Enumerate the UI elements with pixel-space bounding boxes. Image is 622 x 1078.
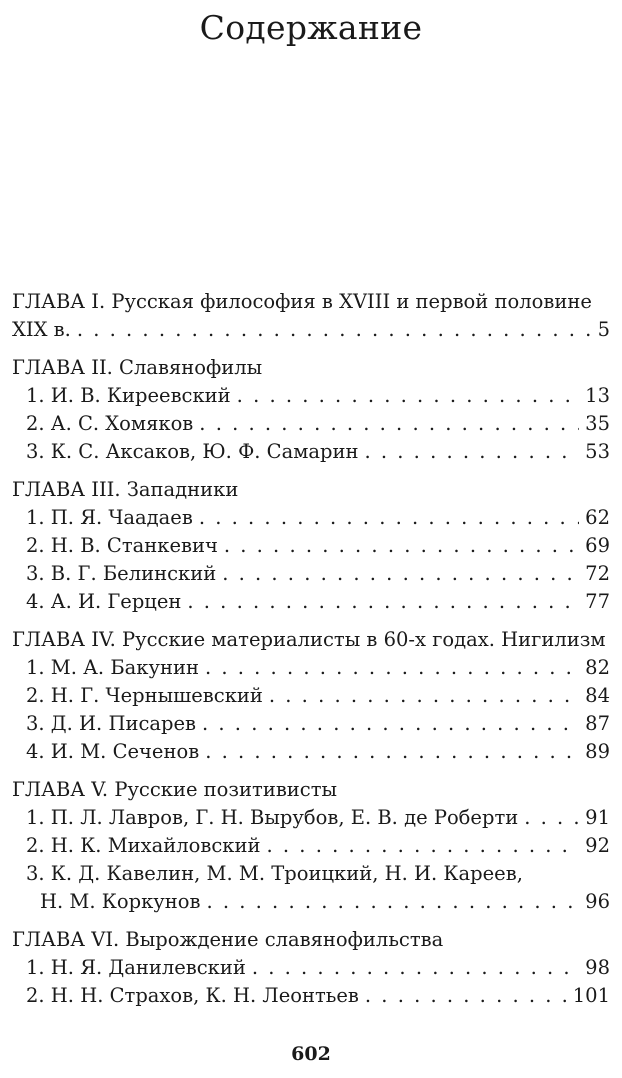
page-number: 84 — [585, 684, 610, 707]
page-number: 53 — [585, 440, 610, 463]
entry-title: 3. Д. И. Писарев — [26, 712, 197, 735]
entry-title: 2. Н. Г. Чернышевский — [26, 684, 263, 707]
dot-leader — [199, 410, 579, 438]
toc-entry[interactable] — [26, 982, 610, 1010]
chapter-5 — [12, 776, 610, 916]
dot-leader — [524, 804, 579, 832]
dot-leader — [206, 888, 579, 916]
toc-entry[interactable] — [26, 438, 610, 466]
page-number: 35 — [585, 412, 610, 435]
page-number: 82 — [585, 656, 610, 679]
dot-leader — [365, 982, 567, 1010]
chapter-6 — [12, 926, 610, 1010]
toc-entry[interactable] — [26, 954, 610, 982]
entry-title: 1. Н. Я. Данилевский — [26, 956, 246, 979]
dot-leader — [224, 532, 579, 560]
entry-title: 2. Н. В. Станкевич — [26, 534, 218, 557]
page-number: 69 — [585, 534, 610, 557]
chapter-heading[interactable]: ГЛАВА III. Западники — [12, 478, 239, 501]
chapter-heading[interactable]: ГЛАВА VI. Вырождение славянофильства — [12, 928, 444, 951]
toc-entry[interactable] — [26, 654, 610, 682]
dot-leader — [187, 588, 579, 616]
page-number: 89 — [585, 740, 610, 763]
page-title: Содержание — [199, 8, 423, 47]
chapter-1 — [12, 288, 610, 344]
page-number: 98 — [585, 956, 610, 979]
dot-leader — [269, 682, 579, 710]
dot-leader — [237, 382, 580, 410]
chapter-4 — [12, 626, 610, 766]
toc-entry[interactable] — [26, 832, 610, 860]
entry-title: XIX в. — [12, 318, 71, 341]
dot-leader — [267, 832, 580, 860]
entry-title: 2. А. С. Хомяков — [26, 412, 194, 435]
entry-title: 1. П. Л. Лавров, Г. Н. Вырубов, Е. В. де Роберти — [26, 806, 519, 829]
page-folio: 602 — [291, 1043, 331, 1065]
toc-entry[interactable] — [26, 560, 610, 588]
page-number: 77 — [585, 590, 610, 613]
toc-entry[interactable] — [26, 888, 610, 916]
toc-entry[interactable] — [26, 588, 610, 616]
chapter-2 — [12, 354, 610, 466]
toc-entry[interactable] — [26, 738, 610, 766]
page-number: 96 — [585, 890, 610, 913]
toc-entry[interactable] — [26, 410, 610, 438]
toc-entry[interactable] — [26, 382, 610, 410]
page-number: 5 — [597, 318, 610, 341]
entry-title: 2. Н. Н. Страхов, К. Н. Леонтьев — [26, 984, 359, 1007]
dot-leader — [202, 710, 579, 738]
dot-leader — [205, 738, 579, 766]
dot-leader — [205, 654, 579, 682]
toc-entry[interactable] — [26, 804, 610, 832]
toc-entry[interactable] — [26, 504, 610, 532]
page-number: 62 — [585, 506, 610, 529]
toc-entry[interactable] — [26, 682, 610, 710]
entry-title-line1[interactable]: 3. К. Д. Кавелин, М. М. Троицкий, Н. И. Кареев, — [26, 862, 523, 885]
entry-title: 1. М. А. Бакунин — [26, 656, 199, 679]
table-of-contents — [12, 288, 610, 1020]
chapter-heading[interactable]: ГЛАВА II. Славянофилы — [12, 356, 263, 379]
chapter-heading[interactable]: ГЛАВА IV. Русские материалисты в 60-х годах. Нигилизм — [12, 628, 606, 651]
page-number: 87 — [585, 712, 610, 735]
entry-title: 4. А. И. Герцен — [26, 590, 182, 613]
dot-leader — [77, 316, 592, 344]
page-number: 72 — [585, 562, 610, 585]
toc-entry[interactable] — [26, 532, 610, 560]
chapter-heading[interactable]: ГЛАВА V. Русские позитивисты — [12, 778, 338, 801]
page-number: 13 — [585, 384, 610, 407]
entry-title: 2. Н. К. Михайловский — [26, 834, 261, 857]
entry-title: 4. И. М. Сеченов — [26, 740, 200, 763]
entry-title: 3. В. Г. Белинский — [26, 562, 217, 585]
toc-entry[interactable] — [26, 710, 610, 738]
dot-leader — [252, 954, 579, 982]
page-number: 91 — [585, 806, 610, 829]
toc-entry[interactable] — [12, 316, 610, 344]
dot-leader — [222, 560, 579, 588]
page-number: 101 — [572, 984, 610, 1007]
entry-title: Н. М. Коркунов — [40, 890, 201, 913]
chapter-3 — [12, 476, 610, 616]
entry-title: 3. К. С. Аксаков, Ю. Ф. Самарин — [26, 440, 359, 463]
page-number: 92 — [585, 834, 610, 857]
entry-title: 1. И. В. Киреевский — [26, 384, 231, 407]
entry-title: 1. П. Я. Чаадаев — [26, 506, 193, 529]
chapter-heading[interactable]: ГЛАВА I. Русская философия в XVIII и первой половине — [12, 290, 592, 313]
dot-leader — [199, 504, 579, 532]
dot-leader — [364, 438, 579, 466]
